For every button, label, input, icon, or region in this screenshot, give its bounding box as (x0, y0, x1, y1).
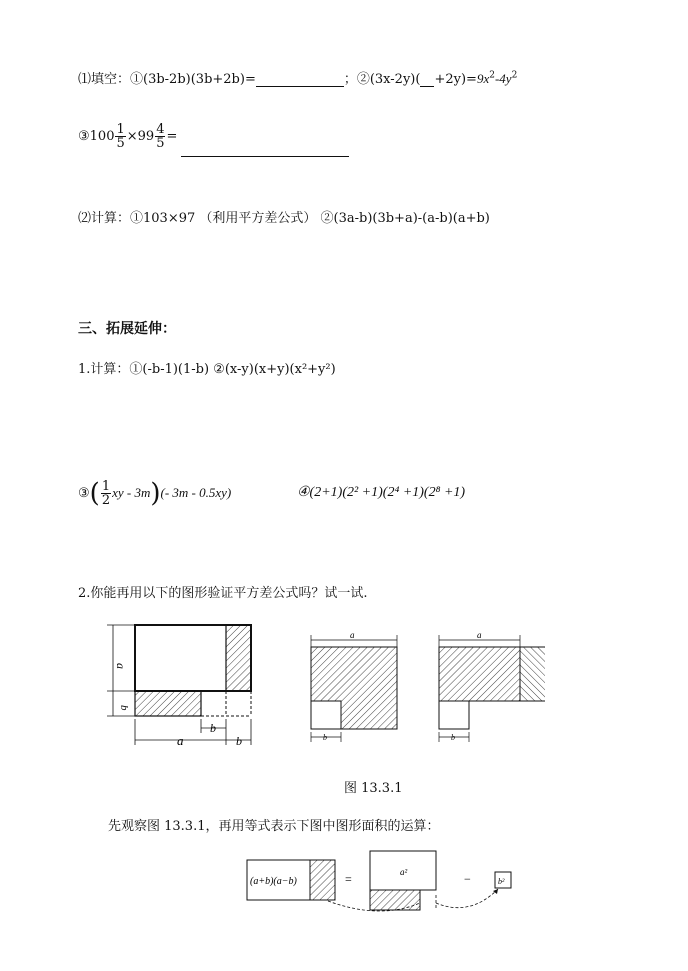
eq-equals: = (345, 872, 352, 886)
observe-instruction: 先观察图 13.3.1，再用等式表示下图中图形面积的运算： (108, 819, 440, 834)
q1-3-mid: ×99 (126, 129, 155, 144)
q1-rhs-b: -4y (494, 71, 512, 86)
fig3-label-a: a (477, 630, 482, 640)
q1-sep: ；②(3x-2y)( (343, 72, 421, 87)
q1-3-prefix: ③100 (78, 129, 115, 144)
eq-a2: a² (400, 867, 408, 877)
calc-q2: ⑵计算：①103×97 （利用平方差公式） ②(3a-b)(3b+a)-(a-b)(a+b) (78, 211, 490, 226)
eq-b2: b² (498, 877, 505, 886)
dim-label-b: b (236, 734, 242, 748)
figure-1 (107, 625, 251, 748)
q1-3-eq: = (166, 129, 178, 144)
figure-2 (311, 630, 397, 742)
eq-minus: − (464, 872, 471, 886)
fill-blank-q1: ⑴填空：①(3b-2b)(3b+2b)= ；②(3x-2y)( $+2y)=9x^2-4y^2$ (78, 70, 518, 87)
fraction-1-5: $\frac{1}{5}$ (116, 122, 125, 151)
ext-q1: 1.计算：①(-b-1)(1-b) ②(x-y)(x+y)(x²+y²) (78, 362, 336, 377)
dim-label-a-vertical: a (114, 663, 128, 669)
dim-label-b-inner: b (210, 721, 216, 735)
dim-label-b-vertical: b (118, 705, 130, 711)
ext-q1-3: ③( $\frac{1}{2}$ xy - 3m)(- 3m - 0.5xy) (78, 478, 232, 509)
q1-rhs-a: 9x (476, 71, 490, 86)
fill-blank-q1-3 (78, 116, 349, 157)
figure-caption: 图 13.3.1 (344, 781, 403, 796)
blank-q1-2[interactable] (420, 71, 434, 87)
fraction-4-5: $\frac{4}{5}$ (156, 122, 165, 151)
q1-label: ⑴填空：①(3b-2b)(3b+2b)= (78, 72, 256, 87)
fig3-label-b: b (451, 733, 455, 742)
dim-label-a: a (177, 733, 184, 748)
fig2-label-a: a (350, 630, 355, 640)
blank-q1-3[interactable] (181, 116, 349, 157)
ext-q2: 2.你能再用以下的图形验证平方差公式吗？试一试. (78, 586, 368, 601)
q1-rest: +2y)= (434, 72, 477, 87)
blank-q1-1[interactable] (256, 71, 344, 87)
figure-3 (439, 630, 545, 742)
area-equation-figure (240, 845, 530, 915)
ext-q1-4: ④(2+1)(2² +1)(2⁴ +1)(2⁸ +1) (297, 485, 466, 500)
figure-13-3-1 (95, 615, 545, 755)
eq-box-label: (a+b)(a−b) (250, 876, 297, 887)
section-heading: 三、拓展延伸： (78, 321, 176, 337)
fig2-label-b: b (323, 733, 327, 742)
